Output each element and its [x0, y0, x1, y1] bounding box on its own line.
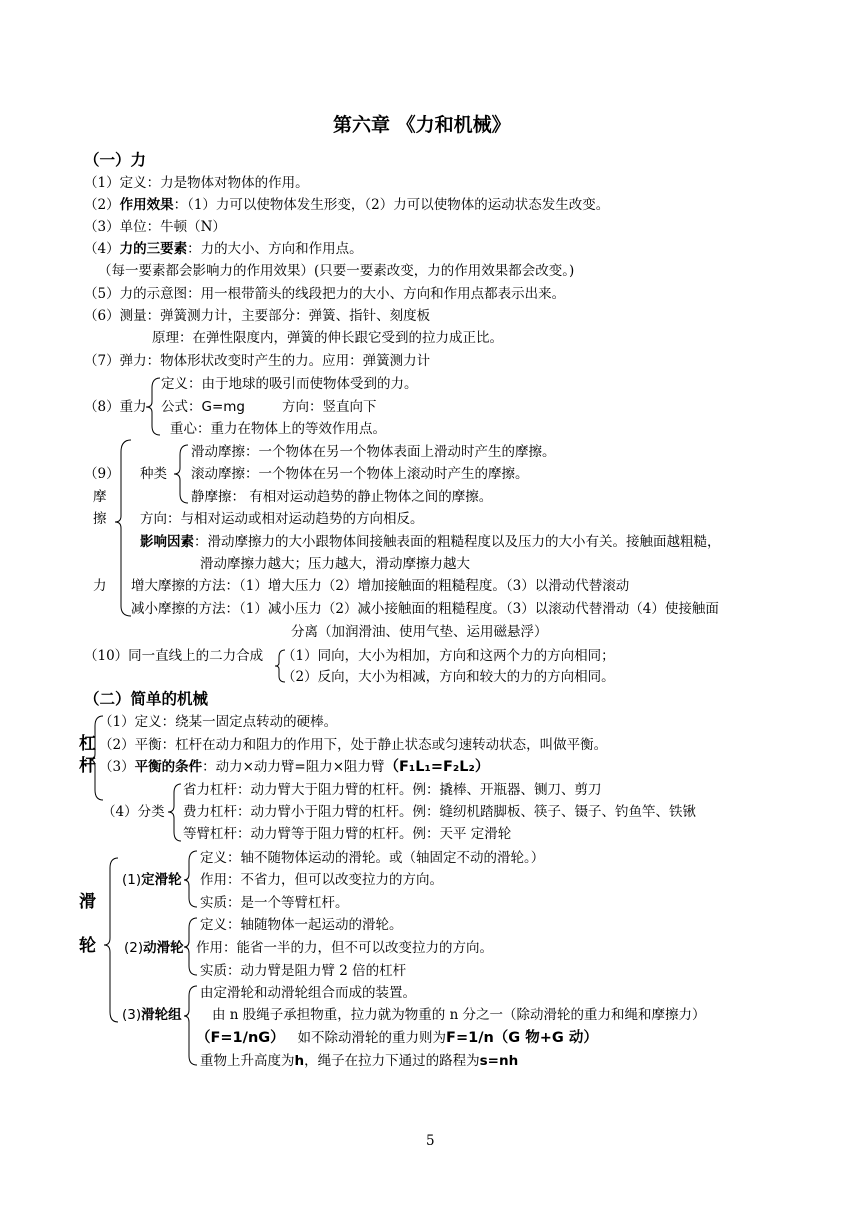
- rolling-friction: 滚动摩擦：一个物体在另一个物体上滚动时产生的摩擦。: [191, 466, 529, 482]
- friction-label-num: （9）: [84, 466, 120, 482]
- sliding-friction: 滑动摩擦：一个物体在另一个物体表面上滑动时产生的摩擦。: [191, 444, 556, 460]
- force-three-elements: （4）力的三要素：力的大小、方向和作用点。: [84, 241, 363, 257]
- section-heading-force: （一）力: [84, 151, 147, 169]
- gravity-center: 重心：重力在物体上的等效作用点。: [170, 421, 386, 437]
- friction-kinds-label: 种类: [140, 466, 167, 482]
- force-diagram: （5）力的示意图：用一根带箭头的线段把力的大小、方向和作用点都表示出来。: [84, 286, 566, 302]
- movable-pulley-function: 作用：能省一半的力，但不可以改变拉力的方向。: [196, 940, 493, 956]
- lever-brace: [90, 716, 103, 800]
- fixed-pulley-essence: 实质：是一个等臂杠杆。: [200, 895, 349, 911]
- pulley-block-distance: 重物上升高度为h，绳子在拉力下通过的路程为s=nh: [200, 1053, 519, 1069]
- lever-definition: （1）定义：绕某一固定点转动的硬棒。: [99, 714, 338, 730]
- equal-arm-lever: 等臂杠杆：动力臂等于阻力臂的杠杆。例：天平 定滑轮: [183, 826, 512, 842]
- gravity-direction: 方向：竖直向下: [282, 399, 377, 415]
- pulley-block-rule: 由 n 股绳子承担物重，拉力就为物重的 n 分之一（除动滑轮的重力和绳和摩擦力）: [212, 1007, 706, 1023]
- friction-label-char: 擦: [93, 511, 107, 527]
- force-effect: （2）作用效果：（1）力可以使物体发生形变，（2）力可以使物体的运动状态发生改变。: [84, 197, 610, 213]
- pulley-label-char: 滑: [79, 892, 96, 912]
- force-definition: （1）定义：力是物体对物体的作用。: [84, 175, 309, 191]
- pulley-brace: [104, 858, 118, 1022]
- lever-balance: （2）平衡：杠杆在动力和阻力的作用下，处于静止状态或匀速转动状态，叫做平衡。: [99, 737, 608, 753]
- page-number: 5: [426, 1133, 435, 1149]
- lever-class-brace: [168, 784, 181, 841]
- pulley-block-definition: 由定滑轮和动滑轮组合而成的装置。: [200, 985, 416, 1001]
- gravity-brace: [146, 378, 160, 435]
- composition-opposite-direction: （2）反向，大小为相减，方向和较大的力的方向相同。: [282, 669, 615, 685]
- pulley-block-formula: （F=1/nG） 如不除动滑轮的重力则为F=1/n（G 物+G 动）: [196, 1030, 598, 1046]
- gravity-definition: 定义：由于地球的吸引而使物体受到的力。: [161, 376, 418, 392]
- force-costing-lever: 费力杠杆：动力臂小于阻力臂的杠杆。例：缝纫机踏脚板、筷子、镊子、钓鱼竿、铁锹: [183, 804, 696, 820]
- friction-direction: 方向：与相对运动或相对运动趋势的方向相反。: [140, 511, 424, 527]
- friction-factors-cont: 滑动摩擦力越大；压力越大，滑动摩擦力越大: [200, 556, 470, 572]
- lever-label-char: 杠: [79, 734, 96, 754]
- friction-label-char: 力: [93, 578, 107, 594]
- composition-same-direction: （1）同向，大小为相加，方向和这两个力的方向相同；: [282, 648, 615, 664]
- force-elements-note: （每一要素都会影响力的作用效果）(只要一要素改变，力的作用效果都会改变。): [98, 263, 575, 279]
- force-measurement: （6）测量：弹簧测力计，主要部分：弹簧、指针、刻度板: [84, 308, 431, 324]
- decrease-friction: 减小摩擦的方法：（1）减小压力（2）减小接触面的粗糙程度。（3）以滚动代替滑动（4）使接触面: [131, 601, 719, 617]
- page-title: 第六章 《力和机械》: [333, 114, 511, 136]
- movable-pulley-label: (2)动滑轮: [124, 940, 184, 956]
- force-measurement-principle: 原理：在弹性限度内，弹簧的伸长跟它受到的拉力成正比。: [152, 330, 503, 346]
- composition-brace: [275, 650, 285, 682]
- gravity-label: （8）重力: [84, 399, 147, 415]
- movable-pulley-brace: [184, 918, 197, 975]
- pulley-label-char: 轮: [79, 936, 96, 956]
- movable-pulley-essence: 实质：动力臂是阻力臂 2 倍的杠杆: [200, 963, 407, 979]
- lever-label-char: 杆: [79, 756, 96, 776]
- pulley-block-brace: [184, 986, 197, 1065]
- static-friction: 静摩擦： 有相对运动趋势的静止物体之间的摩擦。: [191, 489, 493, 505]
- lever-balance-condition: （3）平衡的条件：动力×动力臂=阻力×阻力臂（F₁L₁=F₂L₂）: [99, 759, 490, 775]
- force-saving-lever: 省力杠杆：动力臂大于阻力臂的杠杆。例：撬棒、开瓶器、铡刀、剪刀: [183, 782, 602, 798]
- fixed-pulley-definition: 定义：轴不随物体运动的滑轮。或（轴固定不动的滑轮。）: [200, 850, 545, 866]
- lever-classification-label: （4）分类: [102, 804, 165, 820]
- pulley-block-label: (3)滑轮组: [122, 1007, 182, 1023]
- friction-factors: 影响因素：滑动摩擦力的大小跟物体间接触表面的粗糙程度以及压力的大小有关。接触面越粗糙，: [140, 534, 721, 550]
- movable-pulley-definition: 定义：轴随物体一起运动的滑轮。: [200, 917, 403, 933]
- decrease-friction-cont: 分离（加润滑油、使用气垫、运用磁悬浮）: [291, 624, 548, 640]
- friction-kinds-brace: [174, 445, 188, 503]
- fixed-pulley-brace: [184, 851, 197, 907]
- composition-label: （10）同一直线上的二力合成: [84, 648, 264, 664]
- force-unit: （3）单位：牛顿（N）: [84, 219, 226, 235]
- friction-brace: [115, 440, 131, 616]
- friction-label-char: 摩: [93, 489, 107, 505]
- elastic-force: （7）弹力：物体形状改变时产生的力。应用：弹簧测力计: [84, 353, 431, 369]
- increase-friction: 增大摩擦的方法：（1）增大压力（2）增加接触面的粗糙程度。（3）以滑动代替滚动: [131, 578, 630, 594]
- fixed-pulley-label: (1)定滑轮: [122, 872, 182, 888]
- gravity-formula: 公式：G=mg: [161, 399, 245, 415]
- fixed-pulley-function: 作用：不省力，但可以改变拉力的方向。: [200, 872, 443, 888]
- section-heading-machines: （二）简单的机械: [84, 690, 209, 708]
